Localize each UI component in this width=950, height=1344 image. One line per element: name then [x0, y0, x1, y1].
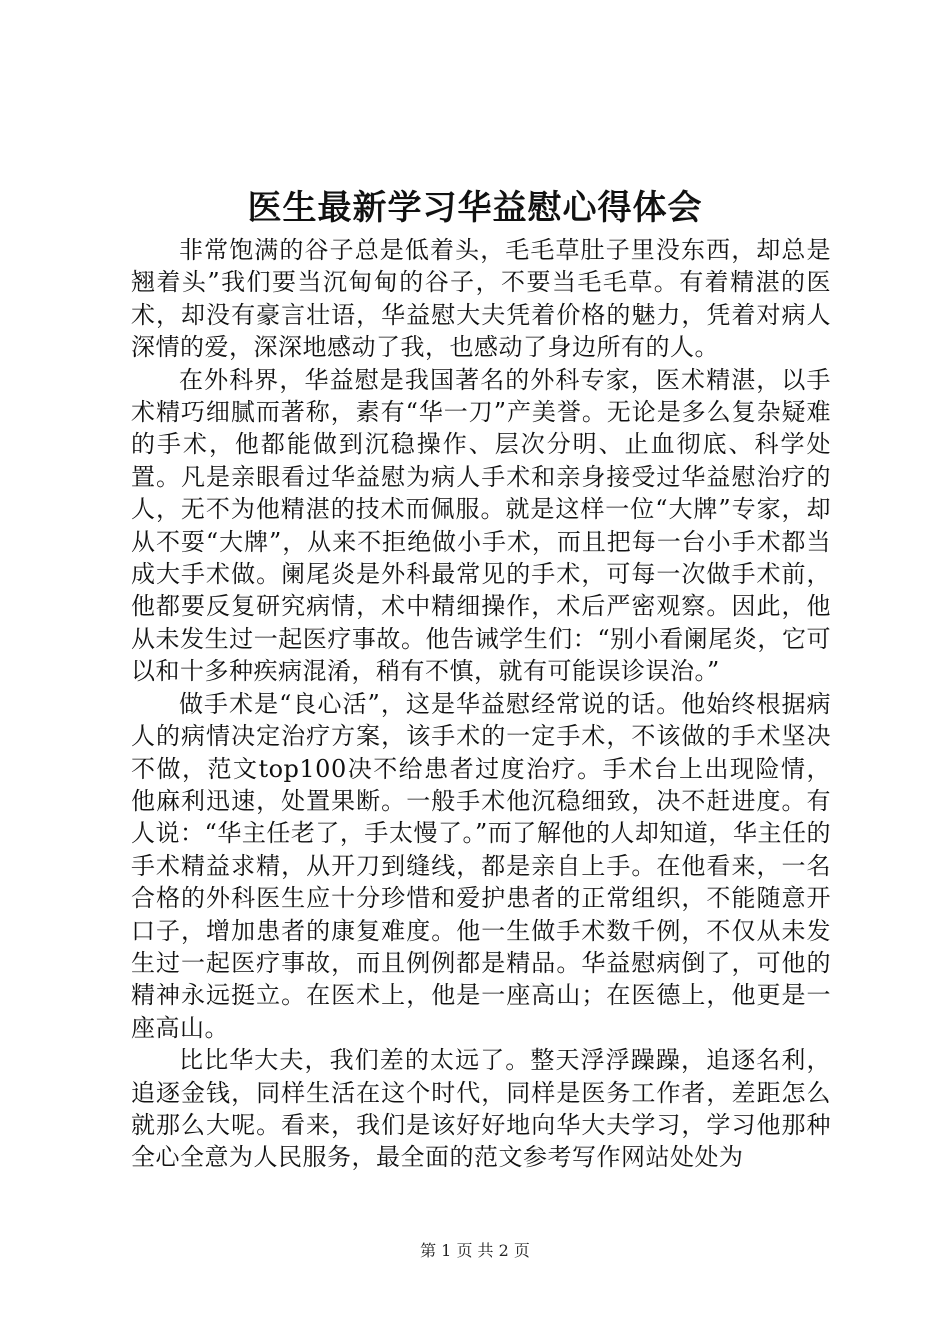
page-footer: 第 1 页 共 2 页: [420, 1241, 530, 1260]
document-body: [131, 234, 831, 1174]
paragraph: 比比华大夫，我们差的太远了。整天浮浮躁躁，追逐名利，追逐金钱，同样生活在这个时代，同样是医务工作者，差距怎么就那么大呢。看来，我们是该好好地向华大夫学习，学习他那种全心全意为人民服务，最全面的范文参考写作网站处处为: [131, 1046, 831, 1172]
paragraph: 在外科界，华益慰是我国著名的外科专家，医术精湛，以手术精巧细腻而著称，素有“华一刀”产美誉。无论是多么复杂疑难的手术，他都能做到沉稳操作、层次分明、止血彻底、科学处置。凡是亲眼看过华益慰为病人手术和亲身接受过华益慰治疗的人，无不为他精湛的技术而佩服。就是这样一位“大牌”专家，却从不耍“大牌”，从来不拒绝做小手术，而且把每一台小手术都当成大手术做。阑尾炎是外科最常见的手术，可每一次做手术前，他都要反复研究病情，术中精细操作，术后严密观察。因此，他从未发生过一起医疗事故。他告诫学生们：“别小看阑尾炎，它可以和十多种疾病混淆，稍有不慎，就有可能误诊误治。”: [131, 365, 831, 686]
document-title: 医生最新学习华益慰心得体会: [247, 188, 703, 228]
paragraph: 非常饱满的谷子总是低着头，毛毛草肚子里没东西，却总是翘着头”我们要当沉甸甸的谷子，不要当毛毛草。有着精湛的医术，却没有豪言壮语，华益慰大夫凭着价格的魅力，凭着对病人深情的爱，深深地感动了我，也感动了身边所有的人。: [131, 236, 831, 362]
paragraph: 做手术是“良心活”，这是华益慰经常说的话。他始终根据病人的病情决定治疗方案，该手术的一定手术，不该做的手术坚决不做，范文top100决不给患者过度治疗。手术台上出现险情，他麻利迅速，处置果断。一般手术他沉稳细致，决不赶进度。有人说：“华主任老了，手太慢了。”而了解他的人却知道，华主任的手术精益求精，从开刀到缝线，都是亲自上手。在他看来，一名合格的外科医生应十分珍惜和爱护患者的正常组织，不能随意开口子，增加患者的康复难度。他一生做手术数千例，不仅从未发生过一起医疗事故，而且例例都是精品。华益慰病倒了，可他的精神永远挺立。在医术上，他是一座高山；在医德上，他更是一座高山。: [131, 689, 831, 1042]
